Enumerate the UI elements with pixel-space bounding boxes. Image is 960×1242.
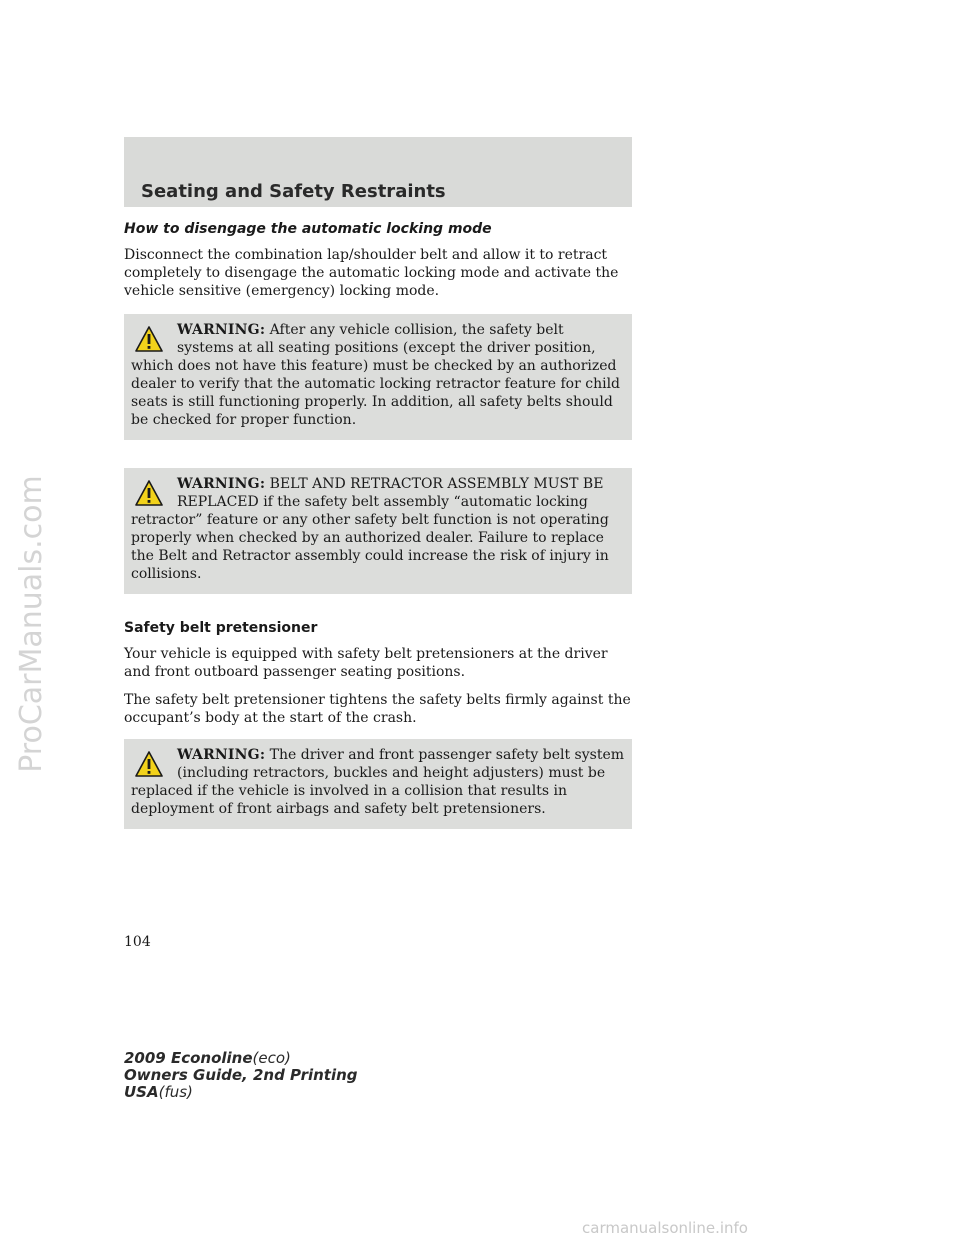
warning-box-retractor [124,468,632,594]
paragraph-pretensioner-function: The safety belt pretensioner tightens the safety belts firmly against the occupant’s body at the start of the crash. [124,692,631,726]
warning-label: WARNING: [177,322,266,338]
warning-label: WARNING: [177,476,266,492]
paragraph-pretensioner-equipped: Your vehicle is equipped with safety belt pretensioners at the driver and front outboard passenger seating positions. [124,646,608,680]
footer-printing: Owners Guide, 2nd Printing [124,1066,358,1084]
warning-text: After any vehicle collision, the safety belt systems at all seating positions (except the driver position, which does not have this feature) must be checked by an authorized dealer to verify that the automatic locking retractor feature for child seats is still functioning properly. In addition, all safety belts should be checked for proper function. [131,322,621,428]
footer-market-code: (fus) [158,1083,193,1101]
section-heading-disengage: How to disengage the automatic locking mode [124,221,492,237]
warning-box-collision [124,314,632,440]
section-heading-pretensioner: Safety belt pretensioner [124,620,318,636]
warning-triangle-icon [135,326,163,352]
footer-model: 2009 Econoline [124,1049,253,1067]
footer-line-market [124,1084,358,1101]
footer-line-model [124,1050,358,1067]
footer-edition-info [124,1050,358,1101]
warning-text: BELT AND RETRACTOR ASSEMBLY MUST BE REPLACED if the safety belt assembly “automatic locking retractor” feature or any other safety belt function is not operating properly when checked by an authorized dealer. Failure to replace the Belt and Retractor assembly could increase the risk of injury in collisions. [131,476,609,582]
section-header [124,137,632,207]
bottom-watermark: carmanualsonline.info [582,1219,748,1237]
warning-triangle-icon [135,480,163,506]
page-title: Seating and Safety Restraints [141,181,446,202]
warning-text: The driver and front passenger safety belt system (including retractors, buckles and height adjusters) must be replaced if the vehicle is involved in a collision that results in deployment of front airbags and safety belt pretensioners. [131,747,625,817]
warning-triangle-icon [135,751,163,777]
side-watermark: ProCarManuals.com [14,475,49,773]
page-content [124,221,632,857]
footer-market: USA [124,1083,159,1101]
footer-model-code: (eco) [252,1049,291,1067]
page-number: 104 [124,934,151,950]
paragraph-disengage: Disconnect the combination lap/shoulder belt and allow it to retract completely to disengage the automatic locking mode and activate the vehicle sensitive (emergency) locking mode. [124,247,619,299]
warning-label: WARNING: [177,747,266,763]
warning-box-pretensioner [124,739,632,829]
